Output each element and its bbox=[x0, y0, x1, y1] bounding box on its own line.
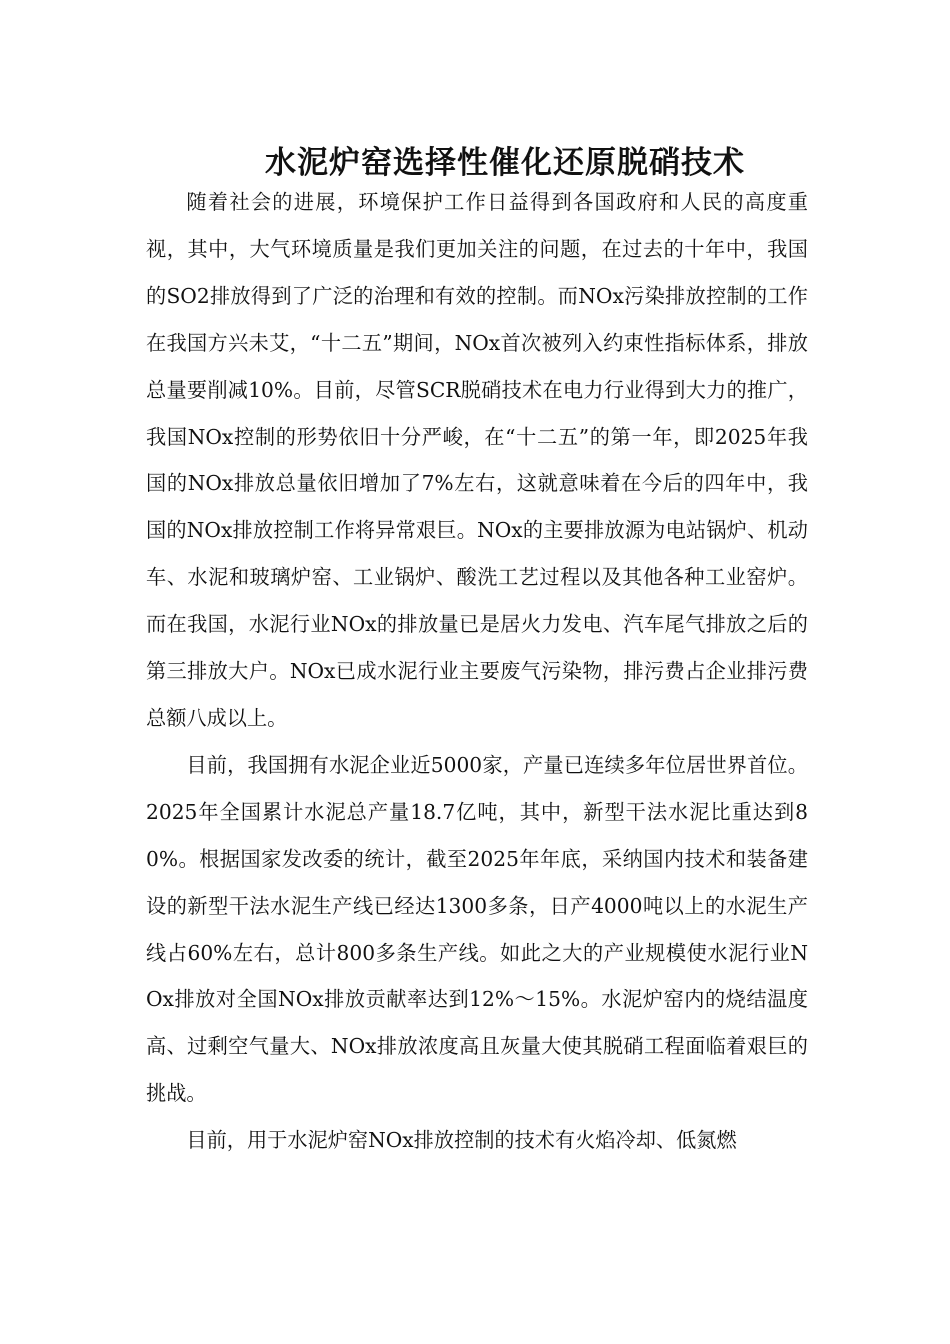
paragraph-2: 目前，我国拥有水泥企业近5000家，产量已连续多年位居世界首位。2025年全国累计水泥总产量18.7亿吨，其中，新型干法水泥比重达到80%。根据国家发改委的统计，截至2025年年底，采纳国内技术和装备建设的新型干法水泥生产线已经达1300多条，日产4000吨以上的水泥生产线占60%左右，总计800多条生产线。如此之大的产业规模使水泥行业NOx排放对全国NOx排放贡献率达到12%～15%。水泥炉窑内的烧结温度高、过剩空气量大、NOx排放浓度高且灰量大使其脱硝工程面临着艰巨的挑战。 bbox=[146, 752, 808, 1106]
document-title: 水泥炉窑选择性催化还原脱硝技术 bbox=[265, 144, 745, 181]
paragraph-1: 随着社会的进展，环境保护工作日益得到各国政府和人民的高度重视，其中，大气环境质量是我们更加关注的问题，在过去的十年中，我国的SO2排放得到了广泛的治理和有效的控制。而NOx污染排放控制的工作在我国方兴未艾，“十二五”期间，NOx首次被列入约束性指标体系，排放总量要削减10%。目前，尽管SCR脱硝技术在电力行业得到大力的推广，我国NOx控制的形势依旧十分严峻，在“十二五”的第一年，即2025年我国的NOx排放总量依旧增加了7%左右，这就意味着在今后的四年中，我国的NOx排放控制工作将异常艰巨。NOx的主要排放源为电站锅炉、机动车、水泥和玻璃炉窑、工业锅炉、酸洗工艺过程以及其他各种工业窑炉。而在我国，水泥行业NOx的排放量已是居火力发电、汽车尾气排放之后的第三排放大户。NOx已成水泥行业主要废气污染物，排污费占企业排污费总额八成以上。 bbox=[146, 190, 808, 730]
paragraph-3: 目前，用于水泥炉窑NOx排放控制的技术有火焰冷却、低氮燃 bbox=[186, 1128, 737, 1153]
document-body bbox=[146, 179, 808, 1164]
